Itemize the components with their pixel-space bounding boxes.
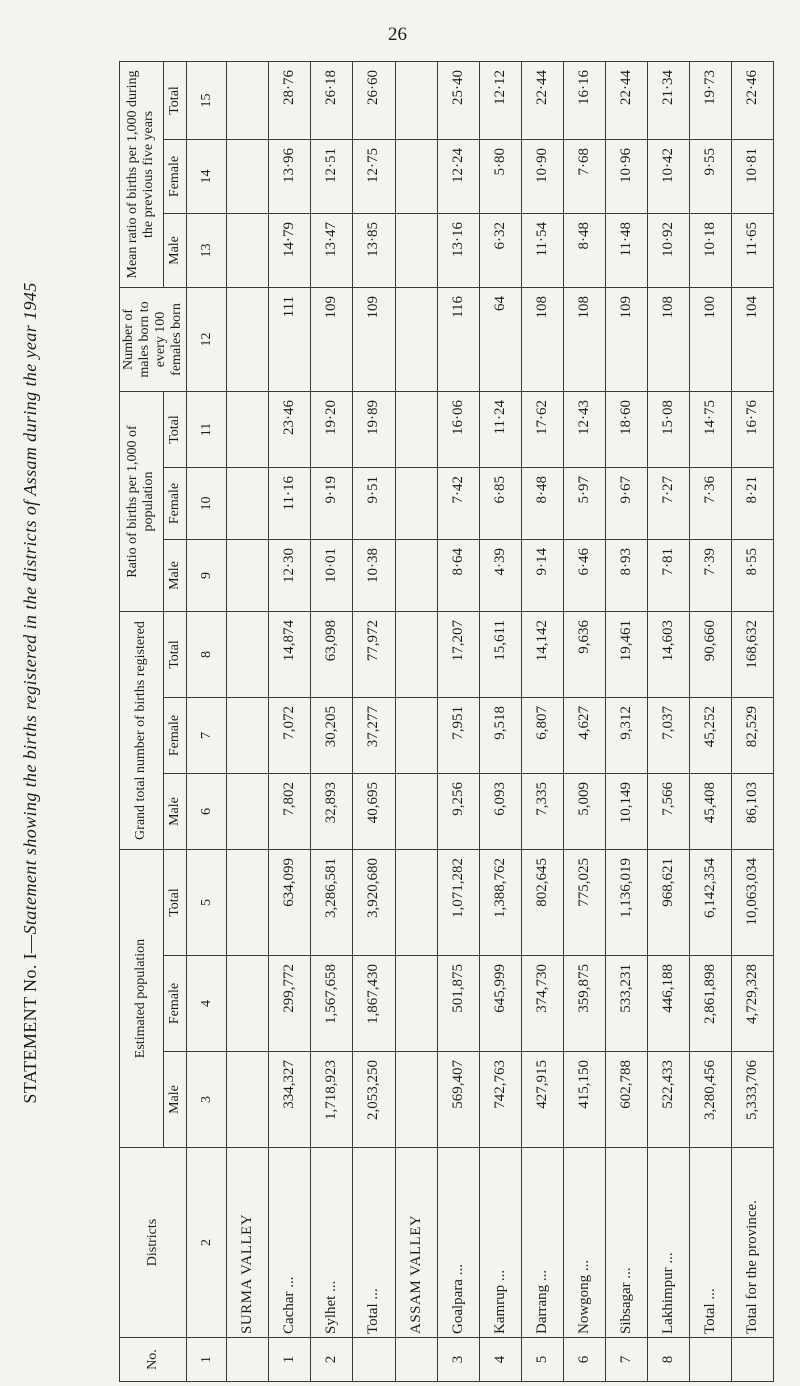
- row-number: 4: [479, 1338, 521, 1382]
- table-cell: 11·65: [731, 213, 773, 287]
- table-cell: 4,627: [563, 698, 605, 774]
- table-cell: 11·16: [269, 468, 311, 540]
- table-cell: 28·76: [269, 61, 311, 139]
- table-cell: 501,875: [437, 956, 479, 1052]
- district-name: Total ...: [689, 1148, 731, 1338]
- table-cell: 16·16: [563, 61, 605, 139]
- table-cell: 100: [689, 287, 731, 391]
- district-name: Sylhet ...: [311, 1148, 353, 1338]
- table-cell: 10·18: [689, 213, 731, 287]
- table-cell: 109: [605, 287, 647, 391]
- table-row: [731, 61, 773, 1381]
- table-cell: 7,951: [437, 698, 479, 774]
- table-cell: [395, 698, 437, 774]
- table-cell: 12·30: [269, 540, 311, 612]
- table-cell: 3,920,680: [353, 850, 395, 956]
- title-prefix: STATEMENT No. I—: [20, 934, 40, 1104]
- table-cell: 30,205: [311, 698, 353, 774]
- table-cell: 645,999: [479, 956, 521, 1052]
- row-number: [227, 1338, 269, 1382]
- table-row: [689, 61, 731, 1381]
- table-cell: 10·38: [353, 540, 395, 612]
- table-cell: 427,915: [521, 1052, 563, 1148]
- district-name: SURMA VALLEY: [227, 1148, 269, 1338]
- table-cell: 22·46: [731, 61, 773, 139]
- table-cell: [395, 774, 437, 850]
- table-cell: 12·43: [563, 391, 605, 467]
- table-cell: 9,312: [605, 698, 647, 774]
- table-cell: 17·62: [521, 391, 563, 467]
- sub-male: Male: [163, 213, 187, 287]
- table-cell: [395, 540, 437, 612]
- table-cell: 12·51: [311, 139, 353, 213]
- table-cell: 14,603: [647, 612, 689, 698]
- table-cell: 9,518: [479, 698, 521, 774]
- table-row: [647, 61, 689, 1381]
- table-cell: 5,333,706: [731, 1052, 773, 1148]
- table-cell: 26·60: [353, 61, 395, 139]
- table-cell: [227, 774, 269, 850]
- district-name: Total for the province.: [731, 1148, 773, 1338]
- table-cell: 10·42: [647, 139, 689, 213]
- table-cell: 116: [437, 287, 479, 391]
- table-cell: 10·01: [311, 540, 353, 612]
- table-cell: 6·46: [563, 540, 605, 612]
- table-cell: 17,207: [437, 612, 479, 698]
- row-number: 2: [311, 1338, 353, 1382]
- table-cell: 45,408: [689, 774, 731, 850]
- table-cell: 77,972: [353, 612, 395, 698]
- table-cell: 90,660: [689, 612, 731, 698]
- row-number: [689, 1338, 731, 1382]
- table-cell: 9·14: [521, 540, 563, 612]
- table-cell: 2,861,898: [689, 956, 731, 1052]
- table-cell: 9,256: [437, 774, 479, 850]
- table-cell: [227, 612, 269, 698]
- table-cell: 533,231: [605, 956, 647, 1052]
- table-row: [605, 61, 647, 1381]
- table-cell: [227, 850, 269, 956]
- table-cell: 1,071,282: [437, 850, 479, 956]
- table-row: [395, 61, 437, 1381]
- table-cell: [395, 612, 437, 698]
- table-cell: 13·16: [437, 213, 479, 287]
- table-cell: 18·60: [605, 391, 647, 467]
- rotated-table-wrapper: [119, 62, 761, 1382]
- table-cell: [227, 956, 269, 1052]
- table-cell: 6,093: [479, 774, 521, 850]
- table-cell: 40,695: [353, 774, 395, 850]
- header-mean-ratio: Mean ratio of births per 1,000 during the previous five years: [120, 61, 164, 287]
- header-ratio: Ratio of births per 1,000 of population: [120, 391, 164, 611]
- table-cell: 111: [269, 287, 311, 391]
- table-cell: 10·96: [605, 139, 647, 213]
- table-cell: 968,621: [647, 850, 689, 956]
- table-cell: 7·81: [647, 540, 689, 612]
- header-no: No.: [120, 1338, 187, 1382]
- table-cell: 6·85: [479, 468, 521, 540]
- table-cell: 14,142: [521, 612, 563, 698]
- table-cell: 11·24: [479, 391, 521, 467]
- table-row: [353, 61, 395, 1381]
- table-cell: 7,072: [269, 698, 311, 774]
- table-cell: [395, 391, 437, 467]
- sub-male: Male: [163, 774, 187, 850]
- table-row: [479, 61, 521, 1381]
- table-cell: 7,037: [647, 698, 689, 774]
- table-cell: 108: [647, 287, 689, 391]
- table-cell: 1,136,019: [605, 850, 647, 956]
- column-number: 6: [187, 774, 227, 850]
- table-cell: 19·89: [353, 391, 395, 467]
- table-cell: 334,327: [269, 1052, 311, 1148]
- district-name: Sibsagar ...: [605, 1148, 647, 1338]
- table-cell: 299,772: [269, 956, 311, 1052]
- table-cell: 19,461: [605, 612, 647, 698]
- table-cell: 602,788: [605, 1052, 647, 1148]
- table-body: [187, 61, 774, 1381]
- table-cell: 1,567,658: [311, 956, 353, 1052]
- column-number: 3: [187, 1052, 227, 1148]
- table-cell: 12·24: [437, 139, 479, 213]
- table-cell: 104: [731, 287, 773, 391]
- column-number: 12: [187, 287, 227, 391]
- table-cell: 13·85: [353, 213, 395, 287]
- table-cell: [227, 213, 269, 287]
- header-districts: Districts: [120, 1148, 187, 1338]
- table-cell: [395, 1052, 437, 1148]
- table-cell: 7·36: [689, 468, 731, 540]
- table-cell: 37,277: [353, 698, 395, 774]
- row-number: 6: [563, 1338, 605, 1382]
- header-grand-total: Grand total number of births registered: [120, 612, 164, 850]
- table-cell: 8·93: [605, 540, 647, 612]
- table-cell: 8·55: [731, 540, 773, 612]
- sub-total: Total: [163, 612, 187, 698]
- table-cell: 569,407: [437, 1052, 479, 1148]
- table-cell: 22·44: [605, 61, 647, 139]
- table-cell: 109: [311, 287, 353, 391]
- table-cell: 6,807: [521, 698, 563, 774]
- table-cell: 446,188: [647, 956, 689, 1052]
- row-number: 8: [647, 1338, 689, 1382]
- table-cell: 86,103: [731, 774, 773, 850]
- table-row: [563, 61, 605, 1381]
- table-cell: 64: [479, 287, 521, 391]
- table-cell: 32,893: [311, 774, 353, 850]
- table-cell: 25·40: [437, 61, 479, 139]
- table-cell: 8·48: [521, 468, 563, 540]
- table-cell: 13·96: [269, 139, 311, 213]
- table-cell: 802,645: [521, 850, 563, 956]
- column-number: 2: [187, 1148, 227, 1338]
- page-number: 26: [388, 24, 407, 45]
- table-cell: 45,252: [689, 698, 731, 774]
- table-cell: [395, 468, 437, 540]
- table-cell: 13·47: [311, 213, 353, 287]
- column-number: 9: [187, 540, 227, 612]
- table-cell: 26·18: [311, 61, 353, 139]
- table-cell: 7·68: [563, 139, 605, 213]
- column-number-row: [187, 61, 227, 1381]
- table-cell: 4·39: [479, 540, 521, 612]
- table-cell: 14·79: [269, 213, 311, 287]
- table-cell: 522,433: [647, 1052, 689, 1148]
- sub-total: Total: [163, 61, 187, 139]
- column-number: 11: [187, 391, 227, 467]
- district-name: Nowgong ...: [563, 1148, 605, 1338]
- table-cell: 3,280,456: [689, 1052, 731, 1148]
- table-cell: 63,098: [311, 612, 353, 698]
- table-cell: 5·97: [563, 468, 605, 540]
- table-cell: 23·46: [269, 391, 311, 467]
- table-cell: [227, 698, 269, 774]
- table-cell: [227, 139, 269, 213]
- table-cell: 10·92: [647, 213, 689, 287]
- table-cell: 2,053,250: [353, 1052, 395, 1148]
- table-cell: 22·44: [521, 61, 563, 139]
- sub-female: Female: [163, 956, 187, 1052]
- table-cell: 775,025: [563, 850, 605, 956]
- table-cell: 10,149: [605, 774, 647, 850]
- table-cell: [227, 1052, 269, 1148]
- births-table: [119, 61, 774, 1382]
- table-cell: 10·90: [521, 139, 563, 213]
- table-cell: [227, 391, 269, 467]
- row-number: 1: [269, 1338, 311, 1382]
- table-cell: 7,566: [647, 774, 689, 850]
- sub-total: Total: [163, 850, 187, 956]
- sub-male: Male: [163, 540, 187, 612]
- table-cell: 6·32: [479, 213, 521, 287]
- row-number: [353, 1338, 395, 1382]
- table-cell: 415,150: [563, 1052, 605, 1148]
- table-cell: 5,009: [563, 774, 605, 850]
- table-cell: [395, 213, 437, 287]
- table-cell: 82,529: [731, 698, 773, 774]
- table-cell: 634,099: [269, 850, 311, 956]
- column-number: 1: [187, 1338, 227, 1382]
- table-cell: [395, 61, 437, 139]
- table-cell: 7·42: [437, 468, 479, 540]
- column-number: 10: [187, 468, 227, 540]
- table-cell: 7·39: [689, 540, 731, 612]
- table-cell: 19·73: [689, 61, 731, 139]
- sub-female: Female: [163, 139, 187, 213]
- table-cell: 11·54: [521, 213, 563, 287]
- table-cell: 1,867,430: [353, 956, 395, 1052]
- table-cell: 15,611: [479, 612, 521, 698]
- title-italic: Statement showing the births registered in the districts of Assam during the year 1945: [20, 282, 40, 935]
- table-cell: 16·76: [731, 391, 773, 467]
- table-cell: 1,388,762: [479, 850, 521, 956]
- table-cell: 7·27: [647, 468, 689, 540]
- table-cell: 359,875: [563, 956, 605, 1052]
- table-cell: 8·48: [563, 213, 605, 287]
- table-cell: 10·81: [731, 139, 773, 213]
- district-name: Kamrup ...: [479, 1148, 521, 1338]
- table-cell: 108: [521, 287, 563, 391]
- table-row: [311, 61, 353, 1381]
- table-cell: [227, 61, 269, 139]
- table-row: [437, 61, 479, 1381]
- table-cell: 108: [563, 287, 605, 391]
- table-cell: 109: [353, 287, 395, 391]
- table-cell: 10,063,034: [731, 850, 773, 956]
- table-cell: 5·80: [479, 139, 521, 213]
- table-cell: 742,763: [479, 1052, 521, 1148]
- district-name: Total ...: [353, 1148, 395, 1338]
- sub-male: Male: [163, 1052, 187, 1148]
- table-cell: 7,335: [521, 774, 563, 850]
- table-cell: 21·34: [647, 61, 689, 139]
- column-number: 8: [187, 612, 227, 698]
- table-cell: 7,802: [269, 774, 311, 850]
- table-cell: 12·75: [353, 139, 395, 213]
- district-name: ASSAM VALLEY: [395, 1148, 437, 1338]
- column-number: 4: [187, 956, 227, 1052]
- table-cell: 9·55: [689, 139, 731, 213]
- district-name: Lakhimpur ...: [647, 1148, 689, 1338]
- table-cell: 12·12: [479, 61, 521, 139]
- row-number: [731, 1338, 773, 1382]
- header-row-1: [120, 61, 164, 1381]
- table-cell: 168,632: [731, 612, 773, 698]
- table-cell: [227, 540, 269, 612]
- district-name: Goalpara ...: [437, 1148, 479, 1338]
- table-cell: 374,730: [521, 956, 563, 1052]
- table-cell: 1,718,923: [311, 1052, 353, 1148]
- table-cell: 16·06: [437, 391, 479, 467]
- table-row: [269, 61, 311, 1381]
- table-cell: 15·08: [647, 391, 689, 467]
- table-cell: 9·51: [353, 468, 395, 540]
- table-cell: 3,286,581: [311, 850, 353, 956]
- table-cell: 14,874: [269, 612, 311, 698]
- row-number: 7: [605, 1338, 647, 1382]
- table-cell: 9·67: [605, 468, 647, 540]
- table-cell: [227, 468, 269, 540]
- table-cell: 9,636: [563, 612, 605, 698]
- sub-female: Female: [163, 698, 187, 774]
- table-cell: 6,142,354: [689, 850, 731, 956]
- table-cell: [395, 850, 437, 956]
- table-cell: 14·75: [689, 391, 731, 467]
- column-number: 5: [187, 850, 227, 956]
- column-number: 13: [187, 213, 227, 287]
- column-number: 7: [187, 698, 227, 774]
- table-cell: 8·64: [437, 540, 479, 612]
- table-cell: 19·20: [311, 391, 353, 467]
- table-row: [227, 61, 269, 1381]
- column-number: 14: [187, 139, 227, 213]
- table-row: [521, 61, 563, 1381]
- table-cell: [227, 287, 269, 391]
- table-cell: [395, 139, 437, 213]
- table-cell: 11·48: [605, 213, 647, 287]
- table-cell: 4,729,328: [731, 956, 773, 1052]
- header-estimated-population: Estimated population: [120, 850, 164, 1148]
- row-number: [395, 1338, 437, 1382]
- statement-title: [20, 58, 50, 1328]
- district-name: Cachar ...: [269, 1148, 311, 1338]
- sub-total: Total: [163, 391, 187, 467]
- column-number: 15: [187, 61, 227, 139]
- row-number: 5: [521, 1338, 563, 1382]
- table-cell: [395, 956, 437, 1052]
- table-cell: 9·19: [311, 468, 353, 540]
- district-name: Darrang ...: [521, 1148, 563, 1338]
- sub-female: Female: [163, 468, 187, 540]
- header-males-born: Number of males born to every 100 females born: [120, 287, 187, 391]
- table-cell: [395, 287, 437, 391]
- row-number: 3: [437, 1338, 479, 1382]
- table-cell: 8·21: [731, 468, 773, 540]
